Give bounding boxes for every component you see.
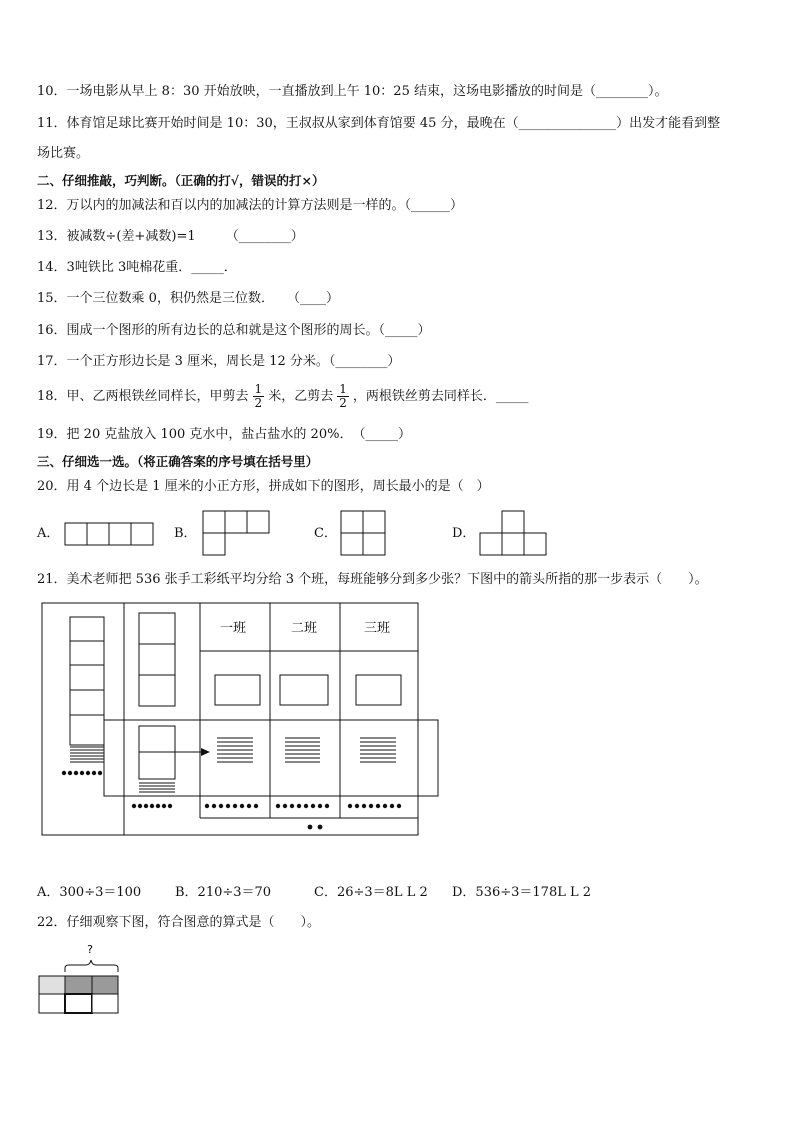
question-15: 15．一个三位数乘 0，积仍然是三位数． （____） — [37, 291, 339, 306]
fraction-denominator: 2 — [339, 396, 347, 410]
fraction-denominator: 2 — [254, 396, 263, 410]
q20-option-c-label: C． — [314, 526, 337, 541]
question-22: 22．仔细观察下图，符合图意的算式是（ ）。 — [37, 915, 321, 930]
q21-class-3-label: 三班 — [363, 621, 391, 636]
question-11-line1: 11．体育馆足球比赛开始时间是 10：30，王叔叔从家到体育馆要 45 分，最晚在（_______________）出发才能看到整 — [37, 116, 721, 131]
question-11-line2: 场比赛。 — [37, 146, 90, 161]
question-18-part-b: 米，乙剪去 — [268, 389, 334, 404]
q22-figure — [36, 940, 126, 1020]
q21-option-d: D．536÷3＝178L L 2 — [452, 885, 592, 900]
question-17: 17．一个正方形边长是 3 厘米，周长是 12 分米。（________） — [37, 354, 401, 369]
section-3-heading: 三、仔细选一选。（将正确答案的序号填在括号里） — [37, 454, 319, 469]
question-19: 19．把 20 克盐放入 100 克水中，盐占盐水的 20%． （_____） — [37, 427, 411, 442]
question-14: 14．3吨铁比 3吨棉花重．_____． — [37, 260, 237, 275]
question-18-part-c: ，两根铁丝剪去同样长．_____ — [352, 389, 529, 404]
question-18-part-a: 18．甲、乙两根铁丝同样长，甲剪去 — [37, 389, 249, 404]
fraction-numerator: 1 — [339, 382, 347, 396]
question-21: 21．美术老师把 536 张手工彩纸平均分给 3 个班，每班能够分到多少张？下图中的箭头所指的那一步表示（ ）。 — [37, 572, 708, 587]
question-13: 13．被减数÷(差+减数)=1 （________） — [37, 229, 304, 244]
question-20: 20．用 4 个边长是 1 厘米的小正方形，拼成如下的图形，周长最小的是（ ） — [37, 479, 490, 494]
q22-brace-label: ? — [87, 943, 93, 956]
question-16: 16．围成一个图形的所有边长的总和就是这个图形的周长。（_____） — [37, 323, 431, 338]
q20-option-d-label: D． — [452, 526, 476, 541]
q21-option-b: B．210÷3＝70 — [175, 885, 272, 900]
q21-option-a: A．300÷3＝100 — [37, 885, 142, 900]
question-10: 10．一场电影从早上 8：30 开始放映，一直播放到上午 10：25 结束，这场电影播放的时间是（________）。 — [37, 84, 668, 99]
fraction-numerator: 1 — [254, 382, 263, 396]
q20-option-a-label: A． — [37, 526, 60, 541]
section-2-heading: 二、仔细推敲，巧判断。（正确的打√，错误的打×） — [37, 173, 325, 188]
q21-option-c: C．26÷3＝8L L 2 — [314, 885, 428, 900]
q21-class-1-label: 一班 — [219, 621, 247, 636]
q20-option-b-label: B． — [174, 526, 197, 541]
question-12: 12．万以内的加减法和百以内的加减法的计算方法则是一样的。（______） — [37, 198, 464, 213]
q21-class-2-label: 二班 — [290, 621, 318, 636]
